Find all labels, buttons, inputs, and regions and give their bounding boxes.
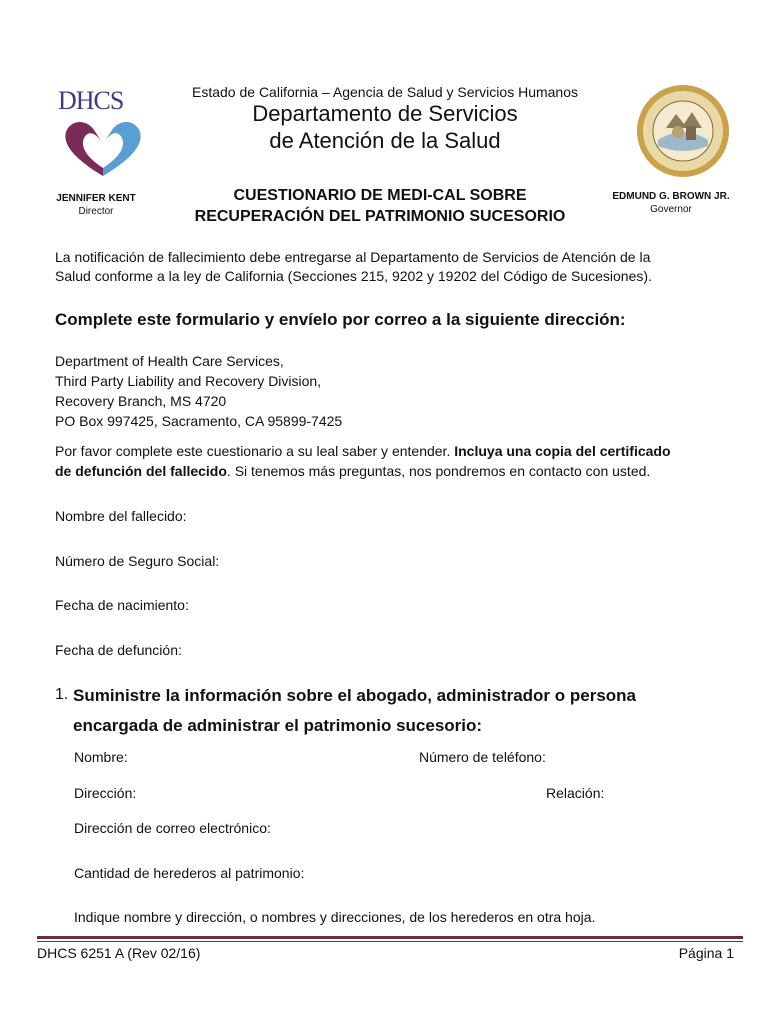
agent-phone-field[interactable] <box>562 747 722 767</box>
agent-name-label: Nombre: <box>74 749 128 765</box>
instruction-heading: Complete este formulario y envíelo por correo a la siguiente dirección: <box>55 310 626 329</box>
agent-address-field[interactable] <box>146 783 536 803</box>
heirs-count-label: Cantidad de herederos al patrimonio: <box>74 865 305 881</box>
request-bold-text: de defunción del fallecido <box>55 463 227 479</box>
heirs-count-field[interactable] <box>326 863 722 883</box>
notice-line-2: Salud conforme a la ley de California (Secciones 215, 9202 y 19202 del Código de Sucesiones). <box>55 268 652 284</box>
address-line: Third Party Liability and Recovery Division, <box>55 373 322 389</box>
address-line: Department of Health Care Services, <box>55 353 284 369</box>
heart-hands-icon <box>58 116 148 182</box>
agent-name-field[interactable] <box>136 747 406 767</box>
page-number: Página 1 <box>678 945 734 961</box>
request-line-1 <box>55 443 671 459</box>
agent-email-field[interactable] <box>292 818 722 838</box>
death-date-label: Fecha de defunción: <box>55 642 182 658</box>
footer-rule-thin <box>37 941 743 942</box>
dhcs-logo <box>58 86 148 182</box>
form-title-line-2: RECUPERACIÓN DEL PATRIMONIO SUCESORIO <box>194 208 566 225</box>
form-title-line-1: CUESTIONARIO DE MEDI-CAL SOBRE <box>233 187 527 204</box>
footer-rule-thick <box>37 936 743 939</box>
california-seal-icon <box>636 84 730 178</box>
deceased-name-field[interactable] <box>200 506 720 526</box>
agent-relation-label: Relación: <box>546 785 605 801</box>
ssn-field[interactable] <box>236 551 720 571</box>
birth-date-field[interactable] <box>202 595 720 615</box>
form-id: DHCS 6251 A (Rev 02/16) <box>37 945 201 961</box>
agent-address-label: Dirección: <box>74 785 137 801</box>
request-bold-text: Incluya una copia del certificado <box>454 443 671 459</box>
request-line-2 <box>55 463 650 479</box>
deceased-name-label: Nombre del fallecido: <box>55 508 187 524</box>
request-text: Por favor complete este cuestionario a su leal saber y entender. <box>55 443 455 459</box>
director-name: JENNIFER KENT <box>56 193 136 204</box>
agent-email-label: Dirección de correo electrónico: <box>74 820 271 836</box>
address-line: PO Box 997425, Sacramento, CA 95899-7425 <box>55 413 343 429</box>
section-1-heading-line-2: encargada de administrar el patrimonio sucesorio: <box>73 716 483 735</box>
birth-date-label: Fecha de nacimiento: <box>55 597 189 613</box>
ssn-label: Número de Seguro Social: <box>55 553 220 569</box>
director-title: Director <box>78 206 114 217</box>
section-1-number: 1. <box>55 686 69 703</box>
death-date-field[interactable] <box>194 640 720 660</box>
request-text: . Si tenemos más preguntas, nos pondremos en contacto con usted. <box>226 463 651 479</box>
dhcs-logo-text: DHCS <box>58 86 124 115</box>
section-1-heading-line-1: Suministre la información sobre el abogado, administrador o persona <box>73 686 637 705</box>
agent-relation-field[interactable] <box>614 783 722 803</box>
agent-phone-label: Número de teléfono: <box>419 749 546 765</box>
address-line: Recovery Branch, MS 4720 <box>55 393 227 409</box>
dept-line-2: de Atención de la Salud <box>269 128 501 153</box>
governor-title: Governor <box>650 204 692 215</box>
heirs-note: Indique nombre y dirección, o nombres y direcciones, de los herederos en otra hoja. <box>74 909 596 925</box>
notice-line-1: La notificación de fallecimiento debe entregarse al Departamento de Servicios de Atención de la <box>55 249 651 265</box>
state-seal <box>636 84 730 178</box>
agency-line: Estado de California – Agencia de Salud y Servicios Humanos <box>192 84 578 100</box>
governor-name: EDMUND G. BROWN JR. <box>612 191 730 202</box>
dept-line-1: Departamento de Servicios <box>252 101 518 126</box>
